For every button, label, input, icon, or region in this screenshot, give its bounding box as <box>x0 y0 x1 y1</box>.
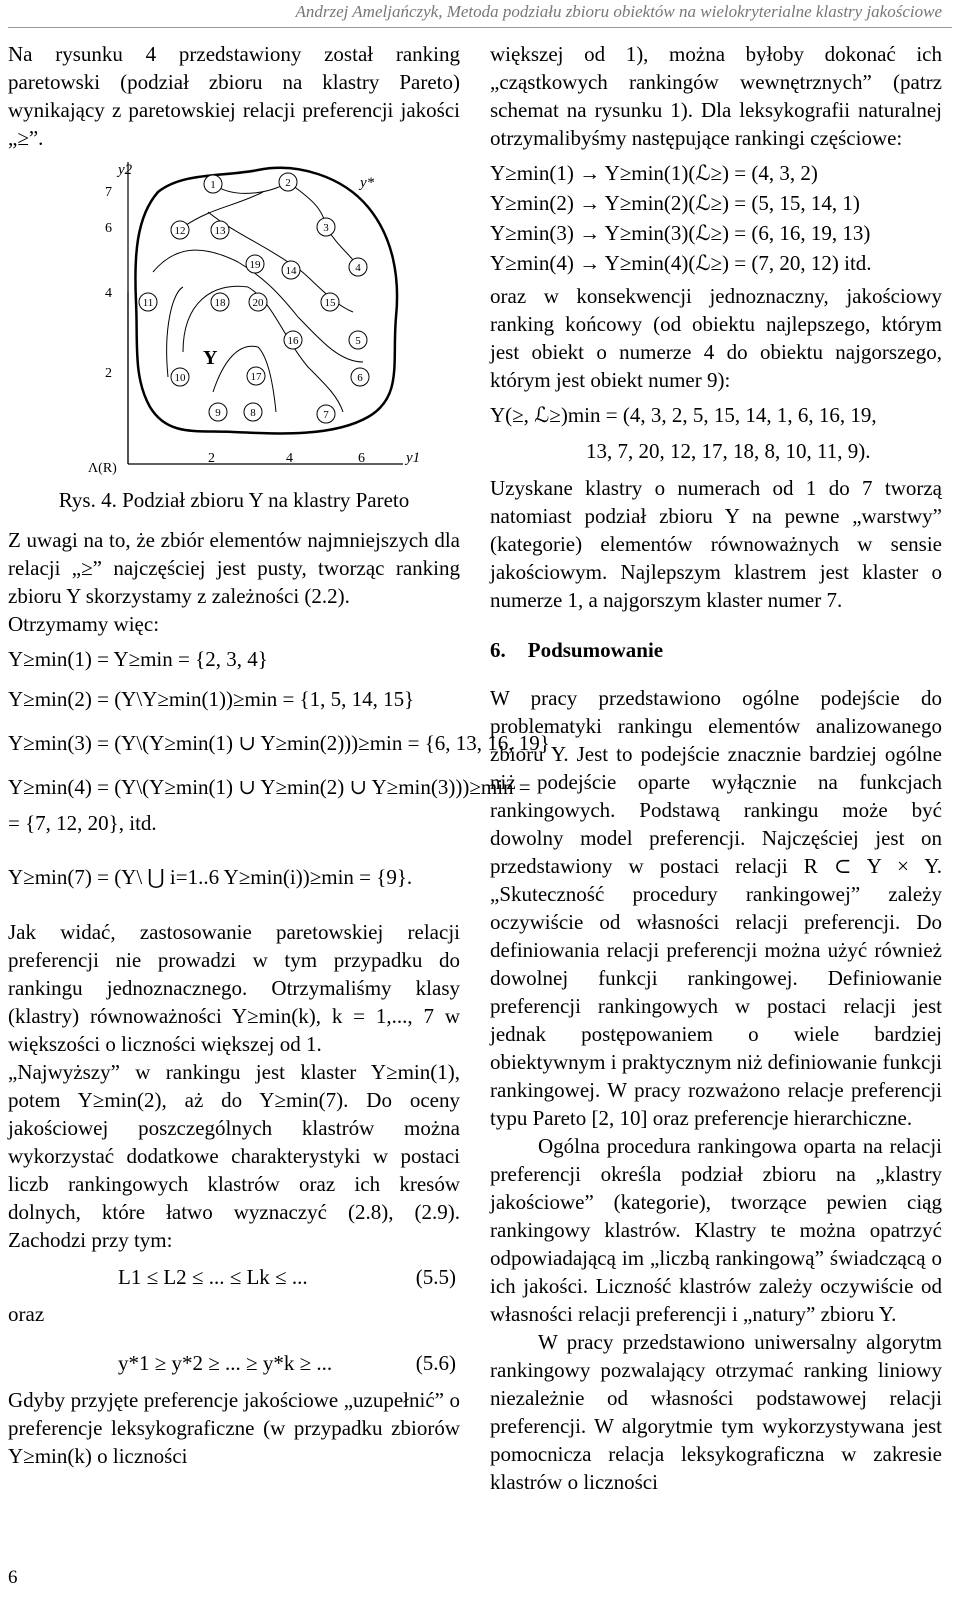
text: o liczności <box>97 1444 188 1468</box>
equation: Y≥min(4) = (Y\(Y≥min(1) ∪ Y≥min(2) ∪ Y≥min(3)))≥min = <box>8 775 531 799</box>
text: „Najwyższy” w rankingu jest klaster <box>8 1060 357 1084</box>
point-label: 15 <box>324 297 336 309</box>
equation: Y≥min(2) = (Y\Y≥min(1))≥min = {1, 5, 14, 15} <box>8 687 415 711</box>
point-label: 5 <box>355 335 361 347</box>
point-label: 16 <box>287 335 299 347</box>
y-tick: 4 <box>105 286 112 301</box>
equation-row <box>8 1348 460 1378</box>
right-column <box>490 40 942 1496</box>
x-tick: 2 <box>208 451 215 466</box>
cluster-curve <box>167 287 183 377</box>
text: w większości o liczności większej od 1. <box>8 1004 460 1056</box>
point-label: 10 <box>174 372 186 384</box>
point-label: 20 <box>252 297 264 309</box>
paragraph <box>8 918 460 1058</box>
equation: L1 ≤ L2 ≤ ... ≤ Lk ≤ ... <box>118 1265 308 1289</box>
text: Do oceny jakościowej poszczególnych klastrów można wykorzystać dodatkowe charakterystyki w postaci liczb rankingowych klastrów oraz ich kresów dolnych, które łatwo wyznaczyć (2.8), (2.9). Zachodzi przy tym: <box>8 1088 460 1252</box>
set-label: Y <box>203 347 218 369</box>
page-number: 6 <box>8 1567 18 1588</box>
equation: Y≥min(2) → Y≥min(2)(ℒ≥) = (5, 15, 14, 1) <box>490 191 860 215</box>
paragraph: Uzyskane klastry o numerach od 1 do 7 tworzą natomiast podział zbioru Y na pewne „warstwy” (kategorie) elementów równoważnych w sensie jakościowym. Najlepszym klastrem jest klaster o numerze 1, a najgorszym klaster numer 7. <box>490 476 942 612</box>
y-tick: 6 <box>105 221 112 236</box>
point-label: 8 <box>250 407 256 419</box>
section-number: 6. <box>490 638 506 662</box>
point-label: 3 <box>323 222 329 234</box>
ideal-point-label: y* <box>360 175 375 191</box>
section-heading <box>490 636 942 664</box>
point-label: 6 <box>357 372 363 384</box>
header-rule <box>8 27 952 28</box>
equation: Y(≥, ℒ≥)min = (4, 3, 2, 5, 15, 14, 1, 6, 16, 19, <box>490 403 877 427</box>
equation: Y≥min(3) = (Y\(Y≥min(1) ∪ Y≥min(2)))≥min = {6, 13, 16, 19} <box>8 731 550 755</box>
y-tick: 7 <box>105 185 112 200</box>
paragraph: oraz <box>8 1302 45 1326</box>
running-header: Andrzej Ameljańczyk, Metoda podziału zbioru obiektów na wielokryterialne klastry jakościowe <box>295 2 942 21</box>
point-label: 1 <box>210 179 216 191</box>
equation: 13, 7, 20, 12, 17, 18, 8, 10, 11, 9). <box>586 439 871 463</box>
point-label: 14 <box>285 265 297 277</box>
paragraph: W pracy przedstawiono ogólne podejście do problematyki rankingu elementów analizowanego zbioru Y. Jest to podejście znacznie bardziej ogólne niż podejście oparte wyłącznie na funkcjach rankingowych. Podstawą rankingu może być dowolny model preferencji. Najczęściej jest on przedstawiony w postaci relacji R ⊂ Y × Y. „Skuteczność procedury rankingowej” zależy oczywiście od własności relacji preferencji. Do definiowania relacji preferencji można użyć również dowolnej funkcji rankingowej. Definiowanie preferencji rankingowych w postaci relacji jest jednak postępowaniem o wiele bardziej obiektywnym i praktycznym niż definiowanie funkcji rankingowej. W pracy rozważono relacje preferencji typu Pareto [2, 10] oraz preferencje hierarchiczne. <box>490 686 942 1130</box>
equation: y*1 ≥ y*2 ≥ ... ≥ y*k ≥ ... <box>118 1351 333 1375</box>
x-tick: 4 <box>286 451 293 466</box>
paragraph <box>8 1386 460 1470</box>
equation-number: (5.6) <box>415 1351 456 1375</box>
equation: Y≥min(7) = (Y\ ⋃ i=1..6 Y≥min(i))≥min = {9}. <box>8 865 413 889</box>
paragraph: Na rysunku 4 przedstawiony został ranking paretowski (podział zbioru na klastry Pareto) wynikający z paretowskiej relacji preferencji jakości „≥”. <box>8 42 460 150</box>
math-inline: Y≥min(1), <box>370 1060 460 1084</box>
cluster-1-curve <box>213 182 288 193</box>
axis-label-y1: y1 <box>406 450 421 466</box>
text: Gdyby przyjęte preferencje jakościowe „uzupełnić” o preferencje leksykograficzne (w przypadku zbiorów <box>8 1388 460 1440</box>
axis-label-y2: y2 <box>118 162 133 178</box>
math-inline: Y≥min(k), k = 1,..., 7 <box>231 1004 434 1028</box>
paragraph: oraz w konsekwencji jednoznaczny, jakościowy ranking końcowy (od obiektu najlepszego, którym jest obiekt o numerze 4 do obiektu najgorszego, którym jest obiekt numer 9): <box>490 284 942 392</box>
point-label: 9 <box>215 407 221 419</box>
equation: Y≥min(1) → Y≥min(1)(ℒ≥) = (4, 3, 2) <box>490 161 818 185</box>
equation: = {7, 12, 20}, itd. <box>8 811 157 835</box>
math-inline: Y≥min(2), <box>77 1088 167 1112</box>
point-label: 4 <box>355 262 361 274</box>
y-tick: 2 <box>105 366 112 381</box>
math-inline: Y≥min(k) <box>8 1444 92 1468</box>
paragraph: Otrzymamy więc: <box>8 612 160 636</box>
equation: Y≥min(3) → Y≥min(3)(ℒ≥) = (6, 16, 19, 13) <box>490 221 871 245</box>
paragraph: Z uwagi na to, że zbiór elementów najmniejszych dla relacji „≥” najczęściej jest pusty, tworząc ranking zbioru Y skorzystamy z zależności (2.2). <box>8 528 460 608</box>
equation: Y≥min(4) → Y≥min(4)(ℒ≥) = (7, 20, 12) itd. <box>490 251 872 275</box>
text: potem <box>8 1088 61 1112</box>
point-label: 12 <box>174 225 186 237</box>
paragraph: W pracy przedstawiono uniwersalny algorytm rankingowy pozwalający otrzymać ranking liniowy niezależnie od własności podstawowej relacji preferencji. W algorytmie tym wykorzystywana jest pomocnicza relacja leksykograficzna w zakresie klastrów o liczności <box>490 1330 942 1494</box>
point-label: 17 <box>250 371 262 383</box>
point-label: 11 <box>142 297 154 309</box>
paragraph: Ogólna procedura rankingowa oparta na relacji preferencji określa podział zbioru na „klastry jakościowe” (kategorie), tworzące pewien ciąg rankingowy klastrów. Klastry te można opatrzyć odpowiadającą im „liczbą rankingową” świadczącą o ich jakości. Liczność klastrów zależy oczywiście od własności relacji preferencji i „natury” zbioru Y. <box>490 1134 942 1326</box>
point-label: 7 <box>323 409 329 421</box>
equation: Y≥min(1) = Y≥min = {2, 3, 4} <box>8 647 268 671</box>
paragraph: większej od 1), można byłoby dokonać ich „cząstkowych rankingów wewnętrznych” (patrz schemat na rysunku 1). Dla leksykografii naturalnej otrzymalibyśmy następujące rankingi częściowe: <box>490 42 942 150</box>
equation-row <box>8 1262 460 1292</box>
point-label: 13 <box>214 225 226 237</box>
paragraph <box>8 1058 460 1254</box>
point-label: 2 <box>285 177 291 189</box>
figure-caption: Rys. 4. Podział zbioru Y na klastry Pareto <box>58 488 410 512</box>
point-label: 18 <box>214 297 226 309</box>
cluster-curve <box>213 346 276 412</box>
point-label: 19 <box>249 259 261 271</box>
section-title: Podsumowanie <box>527 638 664 662</box>
text: Jak widać, zastosowanie paretowskiej relacji preferencji nie prowadzi w tym przypadku do rankingu jednoznacznego. Otrzymaliśmy klasy (klastry) równoważności <box>8 920 460 1028</box>
left-column <box>8 40 550 1470</box>
x-tick: 6 <box>358 451 365 466</box>
equation-number: (5.5) <box>415 1265 456 1289</box>
text: aż do <box>184 1088 243 1112</box>
figure-pareto-clusters <box>8 152 460 482</box>
lambda-label: Λ(R) <box>88 461 117 476</box>
math-inline: Y≥min(7). <box>259 1088 349 1112</box>
